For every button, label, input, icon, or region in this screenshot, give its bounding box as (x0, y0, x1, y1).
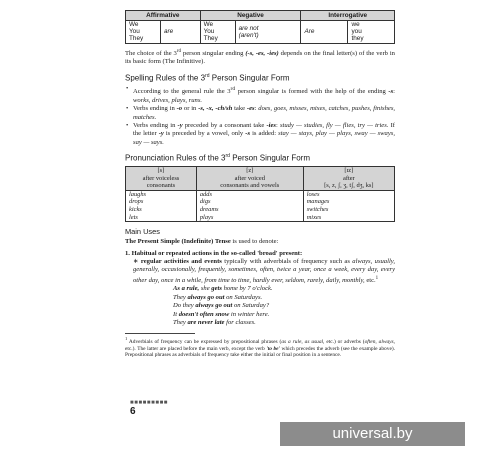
pronunciation-rules-heading: Pronunciation Rules of the 3rd Person Singular Form (125, 153, 310, 163)
spelling-rules-list (125, 85, 395, 147)
interrogative-pronouns: we you they (348, 21, 395, 44)
ending-choice-paragraph: The choice of the 3rd person singular ending (-s, -es, -ies) depends on the final letter(s) of the verb in its basic form (The Infinitive). (125, 48, 395, 66)
page-number-block (130, 400, 168, 418)
regular-activities-bullet: ∗ regular activities and events typically with adverbials of frequency such as always, usually, generally, occasionally, frequently, sometimes, often, twice a year, once a week, every day, every other day, once in a while, from time to time, hardly ever, seldom, rarely, daily, monthly, etc.$^1$ (133, 257, 395, 284)
pronunciation-table (125, 166, 395, 222)
pron-words-iz: loses manages switches mixes (303, 190, 394, 221)
page-dots-decoration: ■■■■■■■■■ (130, 400, 169, 406)
affirmative-verb: are (161, 21, 201, 44)
page-content (125, 10, 395, 359)
use-item-1: 1. Habitual or repeated actions in the so-called 'broad' present: (125, 249, 303, 257)
pron-header-z: [z] after voiced consonants and vowels (196, 166, 303, 190)
header-interrogative: Interrogative (301, 11, 395, 21)
pron-header-iz: [ɪz] after [s, z, ʃ, ʒ, tʃ, dʒ, ks] (303, 166, 394, 190)
example-sentence: They are never late for classes. (173, 318, 256, 326)
example-sentence: Do they always go out on Saturday? (173, 302, 270, 310)
example-sentence: They always go out on Saturdays. (173, 293, 263, 301)
pron-words-z: adds digs dreams plays (196, 190, 303, 221)
verb-table (125, 10, 395, 44)
example-sentence: It doesn't often snow in winter here. (173, 310, 270, 318)
header-affirmative: Affirmative (126, 11, 201, 21)
pron-header-s: [s] after voiceless consonants (126, 166, 197, 190)
watermark: universal.by (280, 422, 465, 446)
main-uses-intro: The Present Simple (Indefinite) Tense is used to denote: (125, 238, 279, 246)
negative-pronouns: We You They (200, 21, 235, 44)
page-number: 6 (130, 406, 136, 417)
header-negative: Negative (200, 11, 301, 21)
example-sentences (125, 285, 395, 327)
affirmative-pronouns: We You They (126, 21, 161, 44)
spelling-rules-heading: Spelling Rules of the 3rd Person Singular Form (125, 72, 290, 83)
main-uses-heading: Main Uses (125, 227, 160, 237)
footnote: $^1$ Adverbials of frequency can be expressed by prepositional phrases (as a rule, as usual, etc.) or adverbs (often, always, etc.). The latter are placed before the main verb, except the verb 'to be' which precedes the adverb (see the example above). Prepositional phrases as adverbials of frequency take either the initial or final position in a sentence. (125, 336, 395, 359)
example-sentence: As a rule, she gets home by 7 o'clock. (173, 285, 273, 293)
list-item: • Verbs ending in -o or in -s, -x, -ch/sh take -es: does, goes, misses, mixes, catches, pushes, finishes, matches. (125, 105, 395, 122)
list-item: • Verbs ending in -y preceded by a consonant take -ies: study — studies, fly — flies, try — tries. If the letter -y is preceded by a vowel, only -s is added: stay — stays, play — plays, sway — sways, say — says. (125, 122, 395, 147)
negative-verb: are not (aren't) (235, 21, 301, 44)
list-item: • According to the general rule the 3rd person singular is formed with the help of the ending -s: works, drives, plays, runs. (125, 85, 395, 105)
pron-words-s: laughs drops kicks lets (126, 190, 197, 221)
interrogative-verb: Are (301, 21, 348, 44)
footnote-divider (125, 333, 195, 334)
